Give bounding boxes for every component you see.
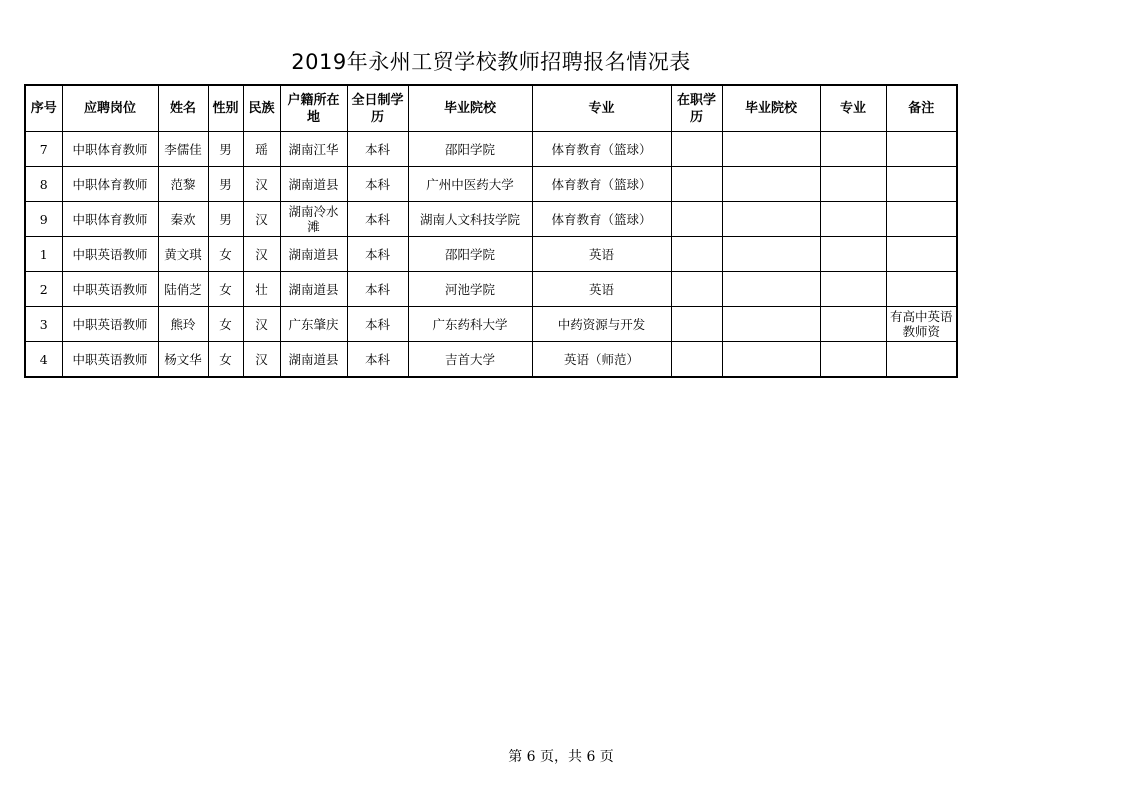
cell-inservice-degree (671, 237, 722, 272)
cell-hometown: 湖南道县 (280, 237, 347, 272)
cell-inservice-school (722, 202, 820, 237)
cell-graduate-school: 湖南人文科技学院 (408, 202, 532, 237)
cell-major: 体育教育（篮球） (532, 132, 671, 167)
cell-name: 黄文琪 (158, 237, 208, 272)
cell-remarks (886, 272, 957, 307)
cell-inservice-major (820, 342, 886, 378)
cell-fulltime-degree: 本科 (347, 307, 408, 342)
cell-ethnicity: 汉 (243, 167, 280, 202)
cell-fulltime-degree: 本科 (347, 202, 408, 237)
cell-inservice-degree (671, 307, 722, 342)
cell-hometown: 湖南道县 (280, 167, 347, 202)
header-hometown: 户籍所在地 (280, 85, 347, 132)
cell-hometown: 广东肇庆 (280, 307, 347, 342)
header-inservice-degree: 在职学历 (671, 85, 722, 132)
applicant-table (24, 84, 958, 378)
header-serial: 序号 (25, 85, 62, 132)
cell-graduate-school: 广州中医药大学 (408, 167, 532, 202)
cell-position: 中职体育教师 (62, 167, 158, 202)
table-row (25, 132, 957, 167)
cell-serial: 1 (25, 237, 62, 272)
cell-inservice-major (820, 307, 886, 342)
cell-position: 中职英语教师 (62, 342, 158, 378)
cell-ethnicity: 瑶 (243, 132, 280, 167)
cell-gender: 男 (208, 167, 243, 202)
cell-name: 杨文华 (158, 342, 208, 378)
header-inservice-school: 毕业院校 (722, 85, 820, 132)
cell-major: 中药资源与开发 (532, 307, 671, 342)
cell-inservice-school (722, 342, 820, 378)
cell-fulltime-degree: 本科 (347, 132, 408, 167)
cell-serial: 9 (25, 202, 62, 237)
header-major: 专业 (532, 85, 671, 132)
cell-graduate-school: 广东药科大学 (408, 307, 532, 342)
cell-fulltime-degree: 本科 (347, 167, 408, 202)
header-position: 应聘岗位 (62, 85, 158, 132)
cell-graduate-school: 邵阳学院 (408, 132, 532, 167)
cell-inservice-school (722, 272, 820, 307)
table-row (25, 167, 957, 202)
table-row (25, 307, 957, 342)
cell-inservice-major (820, 272, 886, 307)
cell-gender: 女 (208, 307, 243, 342)
cell-hometown: 湖南道县 (280, 272, 347, 307)
document-title: 2019年永州工贸学校教师招聘报名情况表 (291, 50, 691, 74)
cell-gender: 女 (208, 272, 243, 307)
cell-serial: 7 (25, 132, 62, 167)
cell-major: 体育教育（篮球） (532, 167, 671, 202)
cell-major: 英语 (532, 237, 671, 272)
cell-remarks: 有高中英语教师资 (886, 307, 957, 342)
cell-name: 李儒佳 (158, 132, 208, 167)
cell-name: 范黎 (158, 167, 208, 202)
cell-ethnicity: 壮 (243, 272, 280, 307)
cell-ethnicity: 汉 (243, 202, 280, 237)
table-row (25, 237, 957, 272)
cell-remarks (886, 202, 957, 237)
cell-gender: 女 (208, 237, 243, 272)
cell-inservice-school (722, 307, 820, 342)
cell-inservice-degree (671, 202, 722, 237)
cell-gender: 女 (208, 342, 243, 378)
cell-inservice-school (722, 132, 820, 167)
header-ethnicity: 民族 (243, 85, 280, 132)
cell-inservice-degree (671, 342, 722, 378)
cell-inservice-degree (671, 272, 722, 307)
cell-fulltime-degree: 本科 (347, 237, 408, 272)
cell-remarks (886, 132, 957, 167)
cell-inservice-degree (671, 132, 722, 167)
cell-position: 中职英语教师 (62, 272, 158, 307)
cell-gender: 男 (208, 132, 243, 167)
cell-position: 中职体育教师 (62, 202, 158, 237)
cell-inservice-major (820, 132, 886, 167)
cell-ethnicity: 汉 (243, 237, 280, 272)
cell-gender: 男 (208, 202, 243, 237)
cell-inservice-degree (671, 167, 722, 202)
cell-position: 中职英语教师 (62, 237, 158, 272)
cell-name: 秦欢 (158, 202, 208, 237)
header-name: 姓名 (158, 85, 208, 132)
cell-serial: 3 (25, 307, 62, 342)
cell-inservice-school (722, 237, 820, 272)
cell-serial: 2 (25, 272, 62, 307)
cell-name: 陆俏芝 (158, 272, 208, 307)
cell-graduate-school: 吉首大学 (408, 342, 532, 378)
cell-name: 熊玲 (158, 307, 208, 342)
page-footer: 第 6 页，共 6 页 (508, 749, 614, 765)
cell-graduate-school: 邵阳学院 (408, 237, 532, 272)
cell-ethnicity: 汉 (243, 307, 280, 342)
cell-serial: 4 (25, 342, 62, 378)
table-row (25, 272, 957, 307)
header-inservice-major: 专业 (820, 85, 886, 132)
cell-position: 中职体育教师 (62, 132, 158, 167)
cell-inservice-major (820, 167, 886, 202)
header-remarks: 备注 (886, 85, 957, 132)
cell-inservice-major (820, 237, 886, 272)
cell-remarks (886, 342, 957, 378)
cell-hometown: 湖南道县 (280, 342, 347, 378)
cell-hometown: 湖南江华 (280, 132, 347, 167)
cell-serial: 8 (25, 167, 62, 202)
header-graduate-school: 毕业院校 (408, 85, 532, 132)
cell-position: 中职英语教师 (62, 307, 158, 342)
header-gender: 性别 (208, 85, 243, 132)
cell-major: 英语（师范） (532, 342, 671, 378)
cell-graduate-school: 河池学院 (408, 272, 532, 307)
header-fulltime-degree: 全日制学历 (347, 85, 408, 132)
table-row (25, 342, 957, 378)
cell-remarks (886, 167, 957, 202)
cell-major: 英语 (532, 272, 671, 307)
cell-inservice-major (820, 202, 886, 237)
cell-ethnicity: 汉 (243, 342, 280, 378)
cell-inservice-school (722, 167, 820, 202)
cell-remarks (886, 237, 957, 272)
table-header-row (25, 85, 957, 132)
table-row (25, 202, 957, 237)
cell-hometown: 湖南冷水滩 (280, 202, 347, 237)
cell-fulltime-degree: 本科 (347, 272, 408, 307)
cell-major: 体育教育（篮球） (532, 202, 671, 237)
cell-fulltime-degree: 本科 (347, 342, 408, 378)
